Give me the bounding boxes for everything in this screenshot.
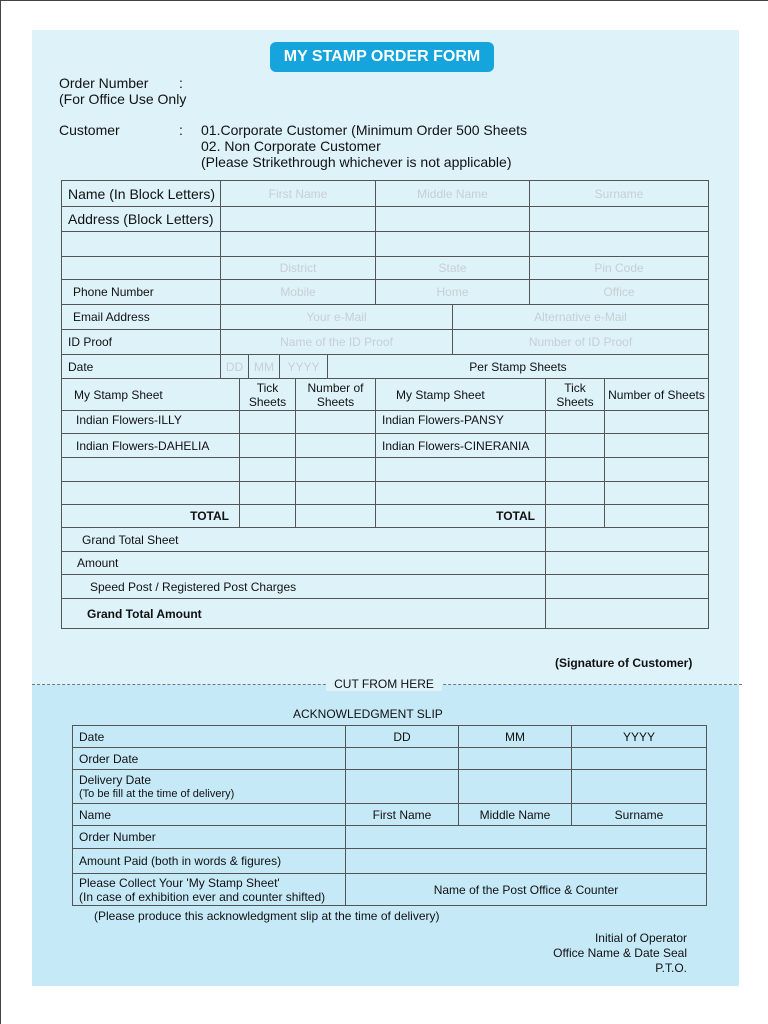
ack-dd-header: DD (345, 725, 459, 748)
ack-collect-cell (72, 873, 346, 906)
order-item-left-2: Indian Flowers-DAHELIA (61, 433, 240, 458)
total-tick-right[interactable] (545, 504, 605, 528)
ack-office-seal: Office Name & Date Seal (553, 946, 687, 960)
qty-field-left-1[interactable] (295, 410, 376, 434)
name-label: Name (In Block Letters) (61, 180, 221, 207)
ack-delivery-date-cell (72, 769, 346, 804)
ack-date-label: Date (72, 725, 346, 748)
ack-first-name[interactable]: First Name (345, 803, 459, 826)
id-proof-name-field[interactable]: Name of the ID Proof (220, 329, 453, 355)
address-line-blank[interactable] (61, 231, 221, 257)
customer-colon: : (179, 122, 183, 138)
ack-pto: P.T.O. (655, 961, 687, 975)
ack-order-date-label: Order Date (72, 747, 346, 770)
district-field[interactable]: District (220, 256, 376, 280)
per-stamp-sheets-heading: Per Stamp Sheets (327, 354, 709, 379)
tick-box-right-2[interactable] (545, 433, 605, 458)
customer-label: Customer (59, 122, 120, 138)
ack-order-number-label: Order Number (72, 825, 346, 849)
address-line-blank-2[interactable] (61, 256, 221, 280)
order-item-left-4[interactable] (61, 481, 240, 505)
tick-box-right-3[interactable] (545, 457, 605, 482)
address-field-2[interactable] (375, 206, 530, 232)
ack-delivery-date-dd[interactable] (345, 769, 459, 804)
address-field-3[interactable] (529, 206, 709, 232)
ack-initial-operator: Initial of Operator (594, 931, 687, 945)
order-number-label: Order Number (59, 75, 149, 91)
home-phone-field[interactable]: Home (375, 279, 530, 305)
date-label: Date (61, 354, 221, 379)
order-number-note: (For Office Use Only (59, 91, 187, 107)
address-field-1[interactable] (220, 206, 376, 232)
ack-middle-name[interactable]: Middle Name (458, 803, 572, 826)
tick-box-left-3[interactable] (239, 457, 296, 482)
qty-field-right-3[interactable] (604, 457, 709, 482)
grand-total-sheet-label: Grand Total Sheet (61, 527, 546, 552)
order-col-sheet-right: My Stamp Sheet (375, 378, 546, 411)
date-dd-field[interactable]: DD (220, 354, 249, 379)
order-item-right-4[interactable] (375, 481, 546, 505)
ack-name-label: Name (72, 803, 346, 826)
amount-field[interactable] (545, 551, 709, 575)
order-item-right-1: Indian Flowers-PANSY (375, 410, 546, 434)
order-item-right-2: Indian Flowers-CINERANIA (375, 433, 546, 458)
order-col-number-right: Number of Sheets (604, 378, 709, 411)
ack-yyyy-header: YYYY (571, 725, 707, 748)
ack-order-date-yyyy[interactable] (571, 747, 707, 770)
total-qty-right[interactable] (604, 504, 709, 528)
address-field-4[interactable] (220, 231, 376, 257)
ack-delivery-date-label: Delivery Date (79, 772, 152, 787)
order-item-left-1: Indian Flowers-ILLY (61, 410, 240, 434)
order-item-right-3[interactable] (375, 457, 546, 482)
order-col-tick-left: Tick Sheets (239, 378, 296, 411)
state-field[interactable]: State (375, 256, 530, 280)
ack-delivery-date-mm[interactable] (458, 769, 572, 804)
id-proof-label: ID Proof (61, 329, 221, 355)
first-name-field[interactable]: First Name (220, 180, 376, 207)
mobile-field[interactable]: Mobile (220, 279, 376, 305)
qty-field-left-3[interactable] (295, 457, 376, 482)
ack-produce-note: (Please produce this acknowledgment slip at the time of delivery) (94, 909, 440, 923)
ack-mm-header: MM (458, 725, 572, 748)
total-qty-left[interactable] (295, 504, 376, 528)
grand-total-amount-label: Grand Total Amount (61, 598, 546, 629)
tick-box-right-4[interactable] (545, 481, 605, 505)
phone-label: Phone Number (61, 279, 221, 305)
alt-email-field[interactable]: Alternative e-Mail (452, 304, 709, 330)
office-phone-field[interactable]: Office (529, 279, 709, 305)
ack-order-number-field[interactable] (345, 825, 707, 849)
tick-box-left-4[interactable] (239, 481, 296, 505)
order-col-number-left: Number of Sheets (295, 378, 376, 411)
ack-surname[interactable]: Surname (571, 803, 707, 826)
address-field-6[interactable] (529, 231, 709, 257)
ack-post-office-field[interactable]: Name of the Post Office & Counter (345, 873, 707, 906)
amount-label: Amount (61, 551, 546, 575)
qty-field-right-2[interactable] (604, 433, 709, 458)
customer-note: (Please Strikethrough whichever is not applicable) (201, 154, 512, 170)
qty-field-right-1[interactable] (604, 410, 709, 434)
order-number-colon: : (179, 75, 183, 91)
ack-delivery-date-note: (To be fill at the time of delivery) (79, 787, 235, 800)
qty-field-left-2[interactable] (295, 433, 376, 458)
customer-option-corporate[interactable]: 01.Corporate Customer (Minimum Order 500 Sheets (201, 122, 528, 138)
grand-total-amount-field[interactable] (545, 598, 709, 629)
middle-name-field[interactable]: Middle Name (375, 180, 530, 207)
date-yyyy-field[interactable]: YYYY (279, 354, 328, 379)
tick-box-right-1[interactable] (545, 410, 605, 434)
grand-total-sheet-field[interactable] (545, 527, 709, 552)
ack-amount-paid-label: Amount Paid (both in words & figures) (72, 848, 346, 874)
post-charges-field[interactable] (545, 574, 709, 599)
qty-field-left-4[interactable] (295, 481, 376, 505)
ack-delivery-date-yyyy[interactable] (571, 769, 707, 804)
ack-order-date-dd[interactable] (345, 747, 459, 770)
total-tick-left[interactable] (239, 504, 296, 528)
order-col-sheet-left: My Stamp Sheet (61, 378, 240, 411)
tick-box-left-2[interactable] (239, 433, 296, 458)
post-charges-label: Speed Post / Registered Post Charges (61, 574, 546, 599)
ack-collect-label: Please Collect Your 'My Stamp Sheet' (79, 875, 280, 890)
address-label: Address (Block Letters) (61, 206, 221, 232)
date-mm-field[interactable]: MM (248, 354, 280, 379)
order-col-tick-right: Tick Sheets (545, 378, 605, 411)
ack-amount-paid-field[interactable] (345, 848, 707, 874)
ack-order-date-mm[interactable] (458, 747, 572, 770)
order-item-left-3[interactable] (61, 457, 240, 482)
form-title: MY STAMP ORDER FORM (270, 42, 494, 72)
customer-option-non-corporate[interactable]: 02. Non Corporate Customer (201, 138, 381, 154)
id-proof-number-field[interactable]: Number of ID Proof (452, 329, 709, 355)
email-label: Email Address (61, 304, 221, 330)
total-label-right: TOTAL (375, 504, 546, 528)
pin-code-field[interactable]: Pin Code (529, 256, 709, 280)
total-label-left: TOTAL (61, 504, 240, 528)
ack-collect-note: (In case of exhibition ever and counter shifted) (79, 889, 326, 904)
signature-label: (Signature of Customer) (555, 656, 693, 670)
cut-from-here-label: CUT FROM HERE (326, 677, 442, 691)
ack-title: ACKNOWLEDGMENT SLIP (293, 707, 443, 721)
address-field-5[interactable] (375, 231, 530, 257)
surname-field[interactable]: Surname (529, 180, 709, 207)
tick-box-left-1[interactable] (239, 410, 296, 434)
qty-field-right-4[interactable] (604, 481, 709, 505)
email-field[interactable]: Your e-Mail (220, 304, 453, 330)
